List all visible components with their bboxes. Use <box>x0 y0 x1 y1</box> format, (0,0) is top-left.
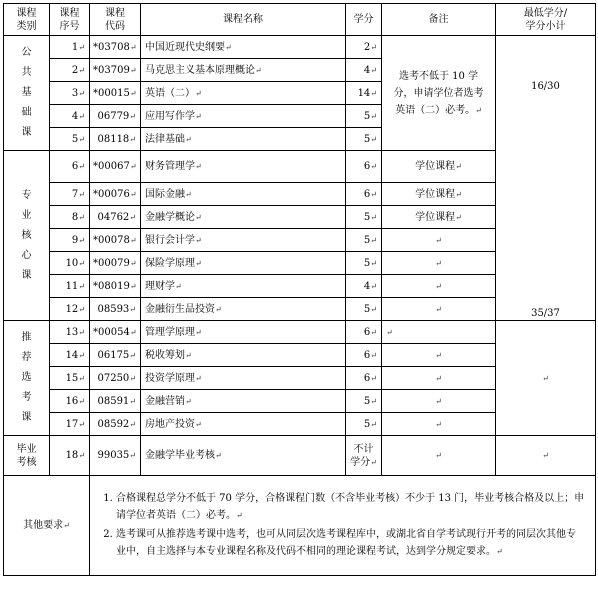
code-cell: 08592↵ <box>90 413 141 436</box>
seq-cell: 3↵ <box>50 82 90 105</box>
header-category: 课程 类别 <box>4 4 50 36</box>
seq-cell: 11↵ <box>50 275 90 298</box>
header-name: 课程名称 <box>141 4 346 36</box>
seq-cell: 12↵ <box>50 298 90 321</box>
seq-cell: 7↵ <box>50 183 90 206</box>
name-cell: 马克思主义基本原理概论↵ <box>141 59 346 82</box>
seq-cell: 1↵ <box>50 36 90 59</box>
credit-cell: 5↵ <box>346 206 382 229</box>
notes-row <box>4 476 596 576</box>
remark-cell: ↵ <box>382 367 496 390</box>
category-major: 专 业 核 心 课 <box>4 151 50 321</box>
header-row <box>4 4 596 36</box>
table-row <box>4 436 596 476</box>
name-cell: 中国近现代史纲要↵ <box>141 36 346 59</box>
seq-cell: 18↵ <box>50 436 90 476</box>
code-cell: *00078↵ <box>90 229 141 252</box>
remark-cell: 学位课程↵ <box>382 151 496 183</box>
table-row <box>4 321 596 344</box>
header-min-credit: 最低学分/ 学分小计 <box>496 4 596 36</box>
list-item: 1. 合格课程总学分不低于 70 学分，合格课程门数（不含毕业考核）不少于 13 门，毕业考核合格及以上；申请学位者英语（二）必考。↵ <box>116 490 585 524</box>
seq-cell: 10↵ <box>50 252 90 275</box>
code-cell: *08019↵ <box>90 275 141 298</box>
remark-cell: ↵ <box>382 436 496 476</box>
name-cell: 应用写作学↵ <box>141 105 346 128</box>
credit-cell: 5↵ <box>346 105 382 128</box>
header-seq: 课程 序号 <box>50 4 90 36</box>
code-cell: 08593↵ <box>90 298 141 321</box>
code-cell: 08591↵ <box>90 390 141 413</box>
credit-cell: 4↵ <box>346 275 382 298</box>
min-credit-public: 16/30 <box>531 81 560 92</box>
remark-cell: 学位课程↵ <box>382 183 496 206</box>
category-thesis: 毕业 考核 <box>4 436 50 476</box>
name-cell: 理财学↵ <box>141 275 346 298</box>
name-cell: 房地产投资↵ <box>141 413 346 436</box>
credit-cell: 4↵ <box>346 59 382 82</box>
header-remark: 备注 <box>382 4 496 36</box>
code-cell: 07250↵ <box>90 367 141 390</box>
course-plan-table <box>3 3 596 576</box>
remark-cell: ↵ <box>382 344 496 367</box>
credit-cell: 5↵ <box>346 390 382 413</box>
name-cell: 保险学原理↵ <box>141 252 346 275</box>
min-credit-elective: ↵ <box>496 321 596 436</box>
remark-public: 选考不低于 10 学分，申请学位者选考英语（二）必考。↵ <box>382 36 496 151</box>
remark-cell: ↵ <box>382 229 496 252</box>
remark-cell: ↵ <box>382 298 496 321</box>
credit-cell: 6↵ <box>346 344 382 367</box>
code-cell: *00076↵ <box>90 183 141 206</box>
code-cell: *03708↵ <box>90 36 141 59</box>
name-cell: 银行会计学↵ <box>141 229 346 252</box>
header-code: 课程 代码 <box>90 4 141 36</box>
credit-cell: 5↵ <box>346 298 382 321</box>
name-cell: 金融衍生品投资↵ <box>141 298 346 321</box>
seq-cell: 14↵ <box>50 344 90 367</box>
credit-cell: 2↵ <box>346 36 382 59</box>
credit-cell: 5↵ <box>346 229 382 252</box>
name-cell: 国际金融↵ <box>141 183 346 206</box>
credit-cell: 6↵ <box>346 367 382 390</box>
name-cell: 金融学概论↵ <box>141 206 346 229</box>
header-credit: 学分 <box>346 4 382 36</box>
seq-cell: 5↵ <box>50 128 90 151</box>
name-cell: 管理学原理↵ <box>141 321 346 344</box>
code-cell: 06779↵ <box>90 105 141 128</box>
seq-cell: 15↵ <box>50 367 90 390</box>
name-cell: 投资学原理↵ <box>141 367 346 390</box>
code-cell: 08118↵ <box>90 128 141 151</box>
table-row <box>4 36 596 59</box>
remark-cell: ↵ <box>382 275 496 298</box>
remark-cell: ↵ <box>382 321 496 344</box>
seq-cell: 9↵ <box>50 229 90 252</box>
credit-cell: 不计 学分↵ <box>346 436 382 476</box>
min-credit-public-major <box>496 36 596 321</box>
category-public: 公 共 基 础 课 <box>4 36 50 151</box>
seq-cell: 2↵ <box>50 59 90 82</box>
code-cell: *00079↵ <box>90 252 141 275</box>
credit-cell: 5↵ <box>346 413 382 436</box>
credit-cell: 6↵ <box>346 321 382 344</box>
code-cell: *00054↵ <box>90 321 141 344</box>
seq-cell: 8↵ <box>50 206 90 229</box>
credit-cell: 6↵ <box>346 183 382 206</box>
min-credit-thesis: ↵ <box>496 436 596 476</box>
seq-cell: 17↵ <box>50 413 90 436</box>
remark-cell: 学位课程↵ <box>382 206 496 229</box>
name-cell: 金融学毕业考核↵ <box>141 436 346 476</box>
credit-cell: 6↵ <box>346 151 382 183</box>
code-cell: 99035↵ <box>90 436 141 476</box>
code-cell: *03709↵ <box>90 59 141 82</box>
name-cell: 金融营销↵ <box>141 390 346 413</box>
name-cell: 财务管理学↵ <box>141 151 346 183</box>
remark-cell: ↵ <box>382 390 496 413</box>
seq-cell: 16↵ <box>50 390 90 413</box>
code-cell: *00015↵ <box>90 82 141 105</box>
seq-cell: 13↵ <box>50 321 90 344</box>
remark-cell: ↵ <box>382 252 496 275</box>
code-cell: *00067↵ <box>90 151 141 183</box>
name-cell: 英语（二）↵ <box>141 82 346 105</box>
credit-cell: 5↵ <box>346 252 382 275</box>
credit-cell: 5↵ <box>346 128 382 151</box>
category-elective: 推 荐 选 考 课 <box>4 321 50 436</box>
notes-content <box>90 476 596 576</box>
name-cell: 税收筹划↵ <box>141 344 346 367</box>
code-cell: 06175↵ <box>90 344 141 367</box>
min-credit-major: 35/37 <box>531 308 560 319</box>
seq-cell: 4↵ <box>50 105 90 128</box>
notes-label: 其他要求↵ <box>4 476 90 576</box>
notes-list <box>96 490 585 560</box>
credit-cell: 14↵ <box>346 82 382 105</box>
name-cell: 法律基础↵ <box>141 128 346 151</box>
remark-cell: ↵ <box>382 413 496 436</box>
seq-cell: 6↵ <box>50 151 90 183</box>
list-item: 2. 选考课可从推荐选考课中选考，也可从同层次选考课程库中，或湖北省自学考试现行开考的同层次其他专业中，自主选择与本专业课程名称及代码不相同的理论课程考试，达到学分规定要求。↵ <box>116 526 585 560</box>
code-cell: 04762↵ <box>90 206 141 229</box>
